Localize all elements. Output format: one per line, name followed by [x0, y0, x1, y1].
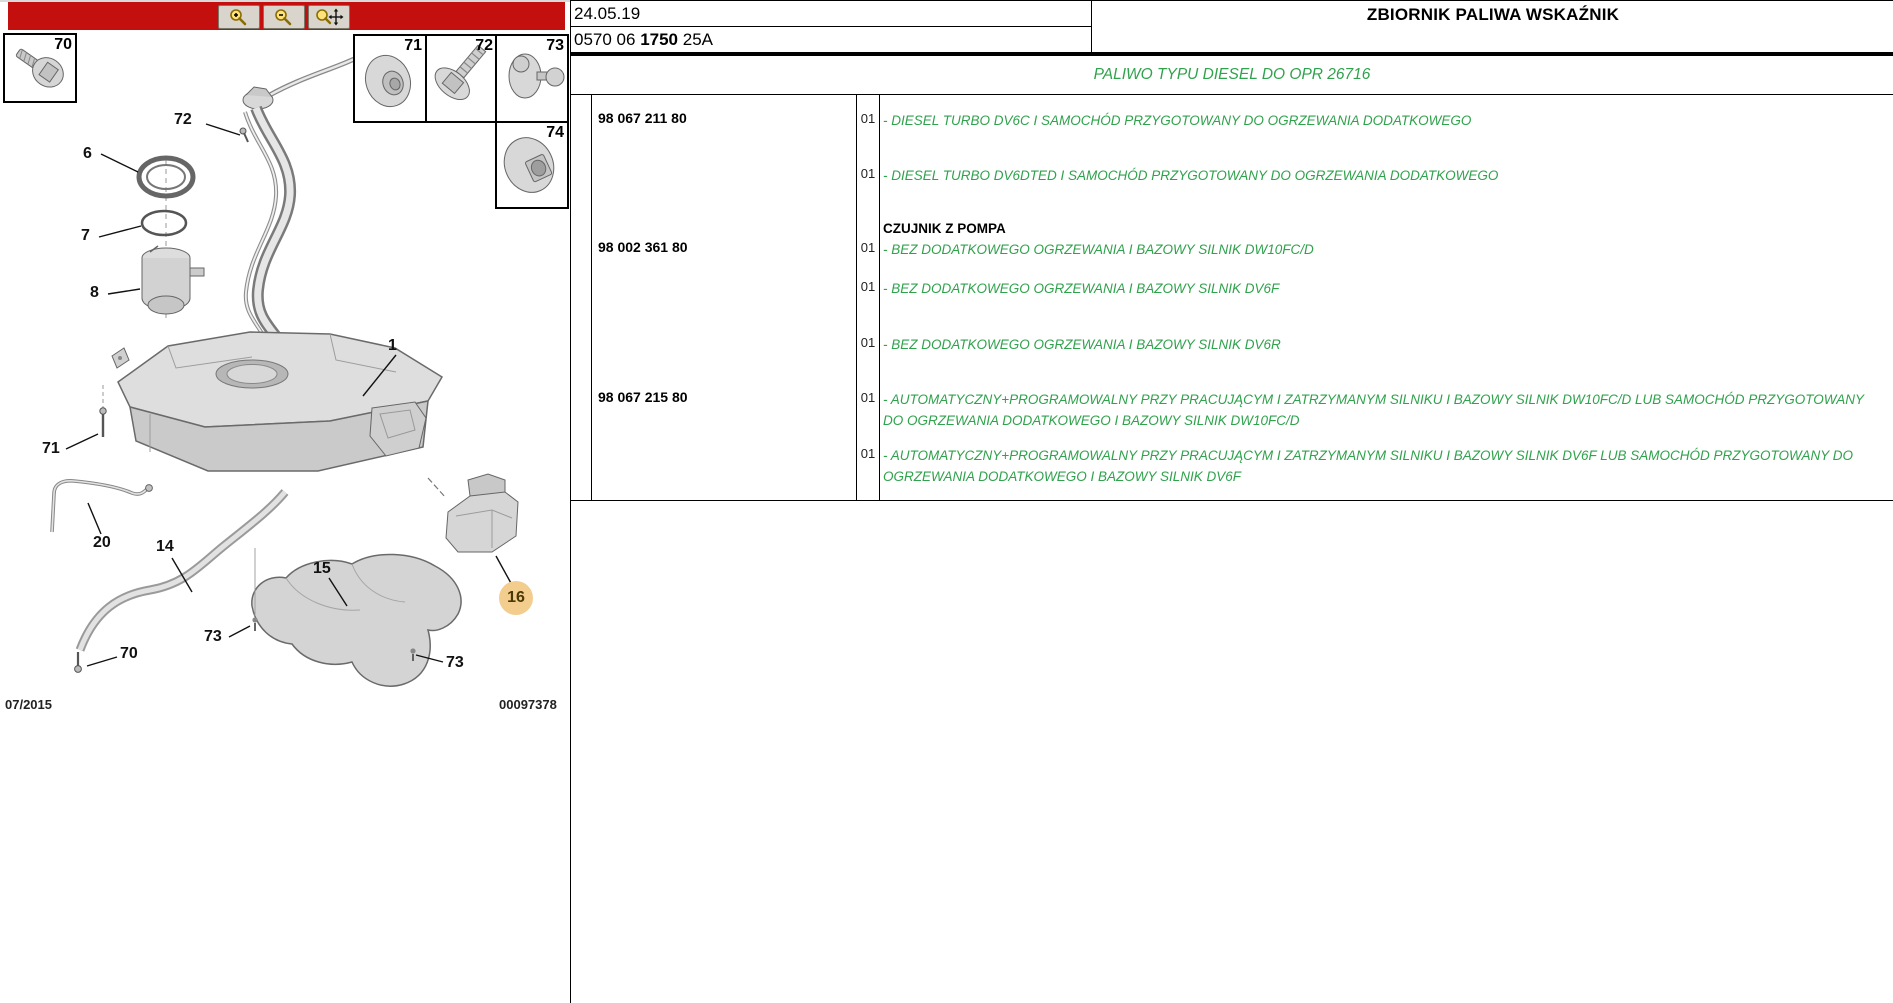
reference-prefix: 0570 06 — [574, 30, 641, 49]
variant-description: - BEZ DODATKOWEGO OGRZEWANIA I BAZOWY SILNIK DW10FC/D — [883, 242, 1314, 257]
quantity: 01 — [860, 240, 876, 255]
callout-label-14-7: 14 — [156, 538, 174, 555]
variant-description: - AUTOMATYCZNY+PROGRAMOWALNY PRZY PRACUJĄCYM I ZATRZYMANYM SILNIKU I BAZOWY SILNIK DV6F LUB SAMOCHÓD PRZYGOTOWANY DO OGRZEWANIA DODATKOWEGO I BAZOWY SILNIK DV6F — [883, 448, 1854, 484]
thumbnail-73 — [495, 34, 569, 123]
issue-date: 07/2015 — [5, 697, 52, 712]
variant-description: - BEZ DODATKOWEGO OGRZEWANIA I BAZOWY SILNIK DV6F — [883, 281, 1280, 296]
drawing-number: 00097378 — [499, 697, 557, 712]
variant-band — [571, 56, 1893, 94]
column-border — [879, 95, 880, 500]
quantity: 01 — [860, 335, 876, 350]
variant-description: - BEZ DODATKOWEGO OGRZEWANIA I BAZOWY SILNIK DV6R — [883, 337, 1281, 352]
figure-reference — [571, 27, 1091, 52]
callout-label-15-8: 15 — [313, 560, 331, 577]
quantity: 01 — [860, 279, 876, 294]
variant-description: - AUTOMATYCZNY+PROGRAMOWALNY PRZY PRACUJĄCYM I ZATRZYMANYM SILNIKU I BAZOWY SILNIK DW10FC/D LUB SAMOCHÓD PRZYGOTOWANY DO OGRZEWANIA DODATKOWEGO I BAZOWY SILNIK DW10FC/D — [883, 392, 1864, 428]
thumbnail-label: 71 — [404, 37, 422, 54]
thumbnail-label: 70 — [54, 36, 72, 53]
header-right-cell — [1091, 1, 1893, 52]
thumbnail-71 — [353, 34, 427, 123]
page-title: ZBIORNIK PALIWA WSKAŹNIK — [1366, 5, 1620, 24]
reference-suffix: 25A — [678, 30, 713, 49]
column-border — [856, 95, 857, 500]
callout-label-72-0: 72 — [174, 111, 192, 128]
quantity: 01 — [860, 166, 876, 181]
column-border — [591, 95, 592, 500]
part-number: 98 067 215 80 — [598, 389, 688, 405]
callout-label-7-2: 7 — [81, 227, 90, 244]
callout-label-1-4: 1 — [388, 337, 397, 354]
thumbnail-label: 74 — [546, 124, 564, 141]
quantity: 01 — [860, 390, 876, 405]
callout-label-73-9: 73 — [204, 628, 222, 645]
callout-label-71-5: 71 — [42, 440, 60, 457]
header-left-cell — [571, 1, 1091, 52]
parts-table — [571, 94, 1893, 1003]
parts-table-panel — [570, 0, 1893, 1003]
highlighted-callout-16: 16 — [499, 581, 533, 615]
variant-description: - DIESEL TURBO DV6C I SAMOCHÓD PRZYGOTOWANY DO OGRZEWANIA DODATKOWEGO — [883, 113, 1472, 128]
callout-label-6-1: 6 — [83, 145, 92, 162]
reference-bold: 1750 — [640, 30, 679, 49]
thumbnail-label: 73 — [546, 37, 564, 54]
callout-label-73-11: 73 — [446, 654, 464, 671]
callout-label-20-6: 20 — [93, 534, 111, 551]
thumbnail-74 — [495, 121, 569, 209]
quantity: 01 — [860, 111, 876, 126]
quantity: 01 — [860, 446, 876, 461]
table-group-indicator — [571, 95, 1893, 501]
thumbnail-72 — [425, 34, 498, 123]
callout-label-70-10: 70 — [120, 645, 138, 662]
part-number: 98 002 361 80 — [598, 239, 688, 255]
callout-label-8-3: 8 — [90, 284, 99, 301]
thumbnail-label: 72 — [475, 37, 493, 54]
part-description-title: CZUJNIK Z POMPA — [883, 221, 1006, 236]
part-number: 98 067 211 80 — [598, 110, 687, 126]
thumbnail-70 — [3, 33, 77, 103]
diagram-panel — [0, 0, 570, 1003]
variant-description: - DIESEL TURBO DV6DTED I SAMOCHÓD PRZYGOTOWANY DO OGRZEWANIA DODATKOWEGO — [883, 168, 1499, 183]
variant-title: PALIWO TYPU DIESEL DO OPR 26716 — [1093, 66, 1371, 83]
catalog-date: 24.05.19 — [571, 1, 1091, 27]
